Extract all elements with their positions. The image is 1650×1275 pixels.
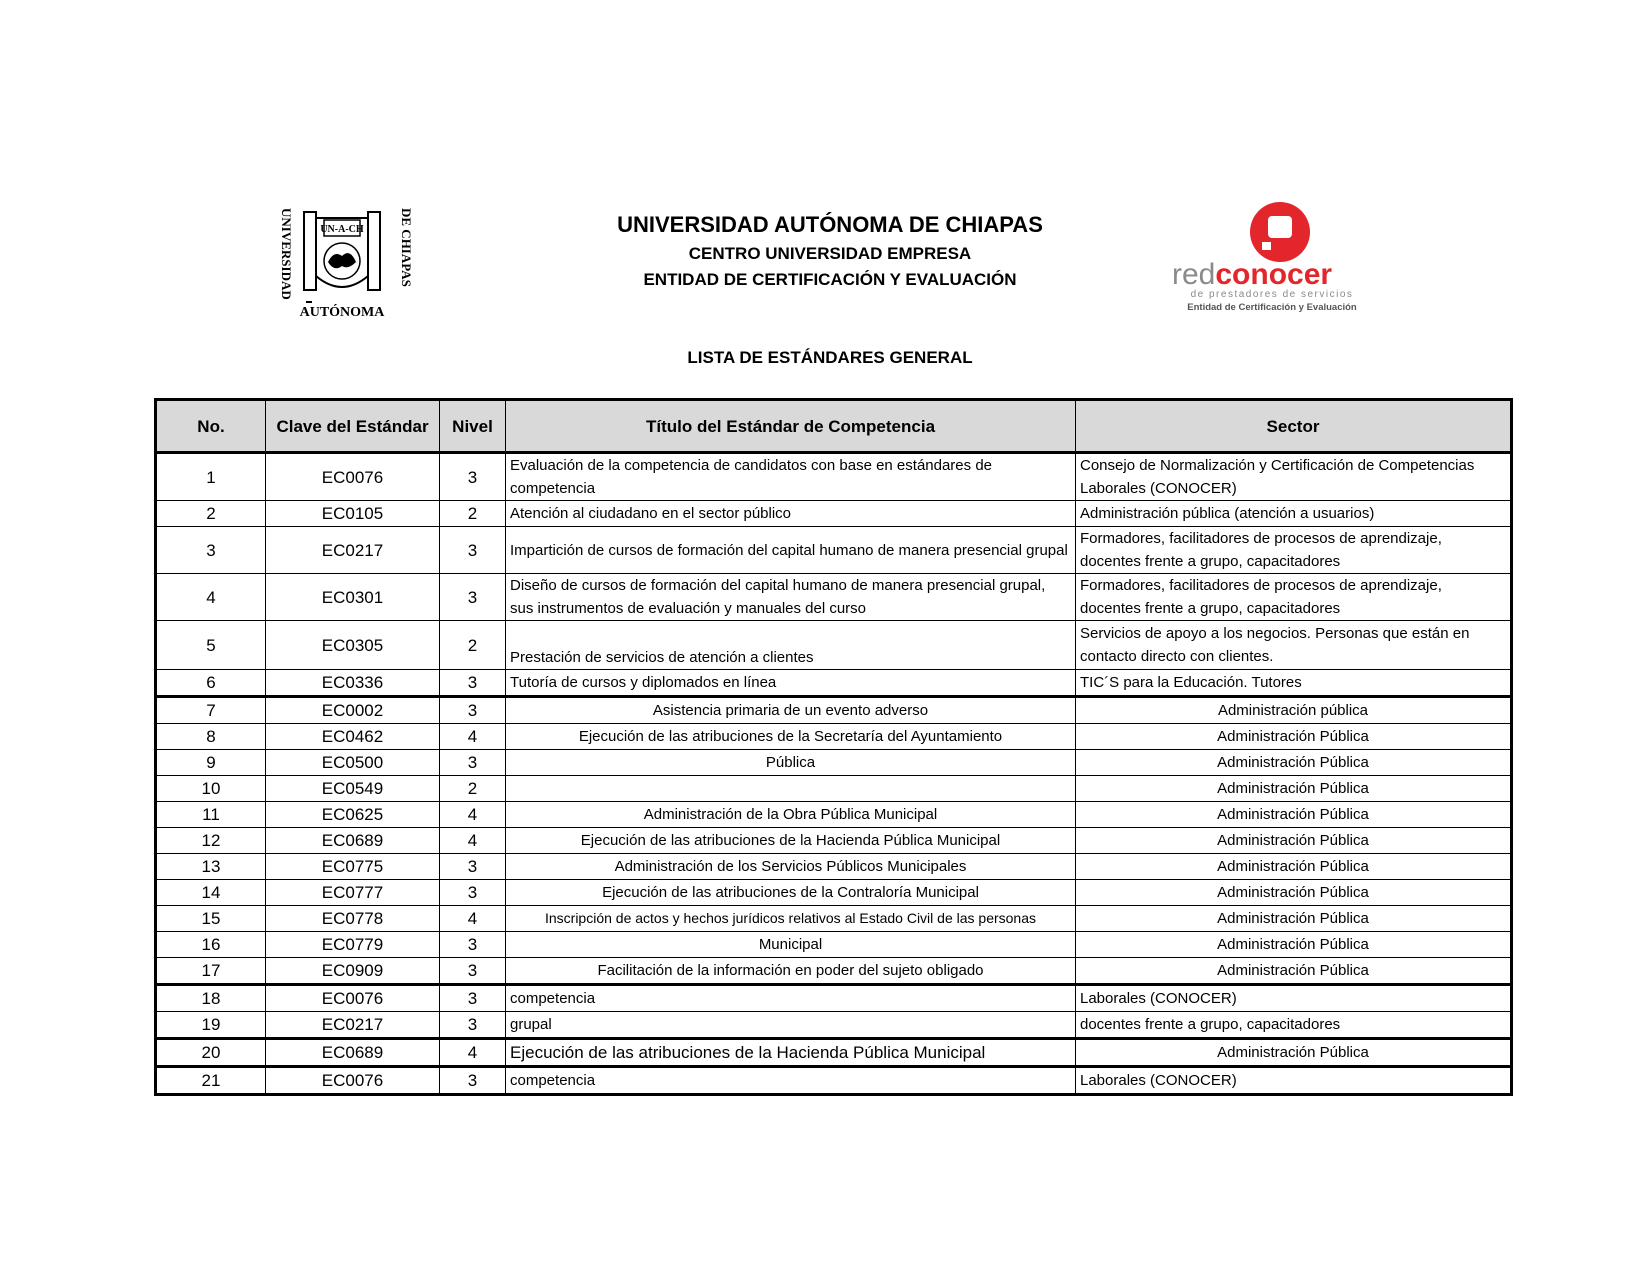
cell-nivel: 3 <box>440 697 506 724</box>
cell-nivel: 3 <box>440 750 506 776</box>
cell-no: 6 <box>156 670 266 697</box>
cell-no: 17 <box>156 958 266 985</box>
table-row <box>156 985 1512 1012</box>
cell-sector: Administración Pública <box>1076 724 1512 750</box>
cell-clave: EC0777 <box>266 880 440 906</box>
cell-no: 4 <box>156 574 266 621</box>
cell-nivel: 3 <box>440 1012 506 1039</box>
cell-nivel: 3 <box>440 880 506 906</box>
unach-logo-shield-text: UN-A-CH <box>320 224 364 235</box>
cell-no: 11 <box>156 802 266 828</box>
unach-logo-left-text: UNIVERSIDAD <box>279 208 294 300</box>
cell-sector: TIC´S para la Educación. Tutores <box>1076 670 1512 697</box>
red-logo-entity: Entidad de Certificación y Evaluación <box>1187 302 1357 313</box>
cell-clave: EC0076 <box>266 453 440 501</box>
table-row <box>156 776 1512 802</box>
cell-titulo: grupal <box>506 1012 1076 1039</box>
cell-sector: Administración pública (atención a usuarios) <box>1076 501 1512 527</box>
cell-clave: EC0500 <box>266 750 440 776</box>
cell-no: 15 <box>156 906 266 932</box>
cell-titulo: Inscripción de actos y hechos jurídicos relativos al Estado Civil de las personas <box>506 906 1076 932</box>
cell-nivel: 3 <box>440 985 506 1012</box>
cell-nivel: 3 <box>440 574 506 621</box>
cell-nivel: 3 <box>440 453 506 501</box>
cell-no: 18 <box>156 985 266 1012</box>
cell-titulo: Tutoría de cursos y diplomados en línea <box>506 670 1076 697</box>
cell-titulo: Evaluación de la competencia de candidatos con base en estándares de competencia <box>506 453 1076 501</box>
table-row <box>156 932 1512 958</box>
cell-nivel: 4 <box>440 724 506 750</box>
header-titulo: Título del Estándar de Competencia <box>506 400 1076 453</box>
cell-sector: Administración Pública <box>1076 802 1512 828</box>
center-subtitle: CENTRO UNIVERSIDAD EMPRESA <box>688 244 972 263</box>
table-row <box>156 1067 1512 1095</box>
cell-clave: EC0775 <box>266 854 440 880</box>
cell-nivel: 4 <box>440 802 506 828</box>
cell-no: 9 <box>156 750 266 776</box>
table-row <box>156 1039 1512 1067</box>
unach-logo-right-text: DE CHIAPAS <box>399 208 414 287</box>
cell-no: 5 <box>156 621 266 670</box>
red-logo-conocer-text: conocer <box>1215 258 1333 291</box>
cell-clave: EC0076 <box>266 985 440 1012</box>
cell-nivel: 3 <box>440 932 506 958</box>
cell-clave: EC0002 <box>266 697 440 724</box>
cell-titulo: Asistencia primaria de un evento adverso <box>506 697 1076 724</box>
cell-no: 20 <box>156 1039 266 1067</box>
cell-clave: EC0336 <box>266 670 440 697</box>
cell-clave: EC0217 <box>266 1012 440 1039</box>
cell-sector: Administración Pública <box>1076 854 1512 880</box>
cell-sector: Laborales (CONOCER) <box>1076 1067 1512 1095</box>
cell-nivel: 3 <box>440 854 506 880</box>
cell-titulo: Ejecución de las atribuciones de la Secretaría del Ayuntamiento <box>506 724 1076 750</box>
cell-clave: EC0778 <box>266 906 440 932</box>
cell-titulo: Municipal <box>506 932 1076 958</box>
cell-clave: EC0549 <box>266 776 440 802</box>
cell-titulo: competencia <box>506 1067 1076 1095</box>
cell-no: 19 <box>156 1012 266 1039</box>
cell-titulo: Administración de la Obra Pública Municipal <box>506 802 1076 828</box>
cell-sector: Administración Pública <box>1076 906 1512 932</box>
red-conocer-logo <box>1172 202 1392 320</box>
cell-clave: EC0105 <box>266 501 440 527</box>
cell-nivel: 3 <box>440 527 506 574</box>
cell-clave: EC0689 <box>266 828 440 854</box>
cell-sector: Formadores, facilitadores de procesos de aprendizaje, docentes frente a grupo, capacitadores <box>1076 574 1512 621</box>
entity-subtitle: ENTIDAD DE CERTIFICACIÓN Y EVALUACIÓN <box>643 270 1017 289</box>
cell-clave: EC0076 <box>266 1067 440 1095</box>
cell-titulo: Administración de los Servicios Públicos Municipales <box>506 854 1076 880</box>
header-nivel: Nivel <box>440 400 506 453</box>
cell-titulo: Prestación de servicios de atención a clientes <box>506 621 1076 670</box>
table-row <box>156 453 1512 501</box>
cell-no: 14 <box>156 880 266 906</box>
cell-no: 2 <box>156 501 266 527</box>
red-logo-red-text: red <box>1172 258 1216 291</box>
table-row <box>156 828 1512 854</box>
unach-logo-bottom-text: AUTÓNOMA <box>299 305 385 320</box>
red-logo-tagline: de prestadores de servicios <box>1190 289 1354 300</box>
standards-table <box>154 398 1513 1096</box>
cell-sector: Administración Pública <box>1076 750 1512 776</box>
cell-titulo: Facilitación de la información en poder del sujeto obligado <box>506 958 1076 985</box>
cell-titulo <box>506 776 1076 802</box>
table-row <box>156 621 1512 670</box>
cell-nivel: 4 <box>440 1039 506 1067</box>
cell-sector: docentes frente a grupo, capacitadores <box>1076 1012 1512 1039</box>
cell-titulo: Diseño de cursos de formación del capital humano de manera presencial grupal, sus instrumentos de evaluación y manuales del curso <box>506 574 1076 621</box>
cell-clave: EC0909 <box>266 958 440 985</box>
header-sector: Sector <box>1076 400 1512 453</box>
table-row <box>156 854 1512 880</box>
cell-nivel: 2 <box>440 621 506 670</box>
table-row <box>156 670 1512 697</box>
cell-nivel: 3 <box>440 958 506 985</box>
table-row <box>156 880 1512 906</box>
header-clave: Clave del Estándar <box>266 400 440 453</box>
cell-clave: EC0689 <box>266 1039 440 1067</box>
cell-no: 1 <box>156 453 266 501</box>
cell-no: 7 <box>156 697 266 724</box>
cell-sector: Administración Pública <box>1076 776 1512 802</box>
cell-no: 13 <box>156 854 266 880</box>
cell-clave: EC0305 <box>266 621 440 670</box>
list-title: LISTA DE ESTÁNDARES GENERAL <box>687 348 973 367</box>
table-row <box>156 958 1512 985</box>
cell-sector: Consejo de Normalización y Certificación de Competencias Laborales (CONOCER) <box>1076 453 1512 501</box>
cell-titulo: Atención al ciudadano en el sector público <box>506 501 1076 527</box>
table-row <box>156 527 1512 574</box>
svg-text:redconocer <box>1172 258 1332 291</box>
cell-nivel: 3 <box>440 670 506 697</box>
cell-sector: Administración pública <box>1076 697 1512 724</box>
cell-titulo: Ejecución de las atribuciones de la Hacienda Pública Municipal <box>506 1039 1076 1067</box>
cell-no: 16 <box>156 932 266 958</box>
cell-no: 21 <box>156 1067 266 1095</box>
cell-no: 10 <box>156 776 266 802</box>
unach-logo <box>278 206 418 321</box>
cell-nivel: 2 <box>440 776 506 802</box>
cell-no: 3 <box>156 527 266 574</box>
cell-nivel: 2 <box>440 501 506 527</box>
cell-titulo: Pública <box>506 750 1076 776</box>
cell-no: 12 <box>156 828 266 854</box>
cell-sector: Administración Pública <box>1076 932 1512 958</box>
cell-clave: EC0462 <box>266 724 440 750</box>
cell-titulo: competencia <box>506 985 1076 1012</box>
cell-clave: EC0301 <box>266 574 440 621</box>
table-row <box>156 724 1512 750</box>
table-row <box>156 750 1512 776</box>
cell-sector: Formadores, facilitadores de procesos de aprendizaje, docentes frente a grupo, capacitadores <box>1076 527 1512 574</box>
university-title: UNIVERSIDAD AUTÓNOMA DE CHIAPAS <box>617 212 1043 237</box>
cell-sector: Administración Pública <box>1076 828 1512 854</box>
header-no: No. <box>156 400 266 453</box>
cell-sector: Servicios de apoyo a los negocios. Personas que están en contacto directo con clientes. <box>1076 621 1512 670</box>
table-row <box>156 1012 1512 1039</box>
cell-titulo: Ejecución de las atribuciones de la Contraloría Municipal <box>506 880 1076 906</box>
cell-no: 8 <box>156 724 266 750</box>
cell-titulo: Impartición de cursos de formación del capital humano de manera presencial grupal <box>506 527 1076 574</box>
cell-clave: EC0779 <box>266 932 440 958</box>
cell-nivel: 4 <box>440 906 506 932</box>
cell-clave: EC0625 <box>266 802 440 828</box>
table-row <box>156 906 1512 932</box>
cell-sector: Laborales (CONOCER) <box>1076 985 1512 1012</box>
cell-clave: EC0217 <box>266 527 440 574</box>
table-row <box>156 697 1512 724</box>
cell-nivel: 3 <box>440 1067 506 1095</box>
cell-titulo: Ejecución de las atribuciones de la Hacienda Pública Municipal <box>506 828 1076 854</box>
cell-nivel: 4 <box>440 828 506 854</box>
cell-sector: Administración Pública <box>1076 958 1512 985</box>
table-row <box>156 802 1512 828</box>
table-row <box>156 501 1512 527</box>
cell-sector: Administración Pública <box>1076 880 1512 906</box>
table-row <box>156 574 1512 621</box>
cell-sector: Administración Pública <box>1076 1039 1512 1067</box>
table-header-row <box>156 400 1512 453</box>
